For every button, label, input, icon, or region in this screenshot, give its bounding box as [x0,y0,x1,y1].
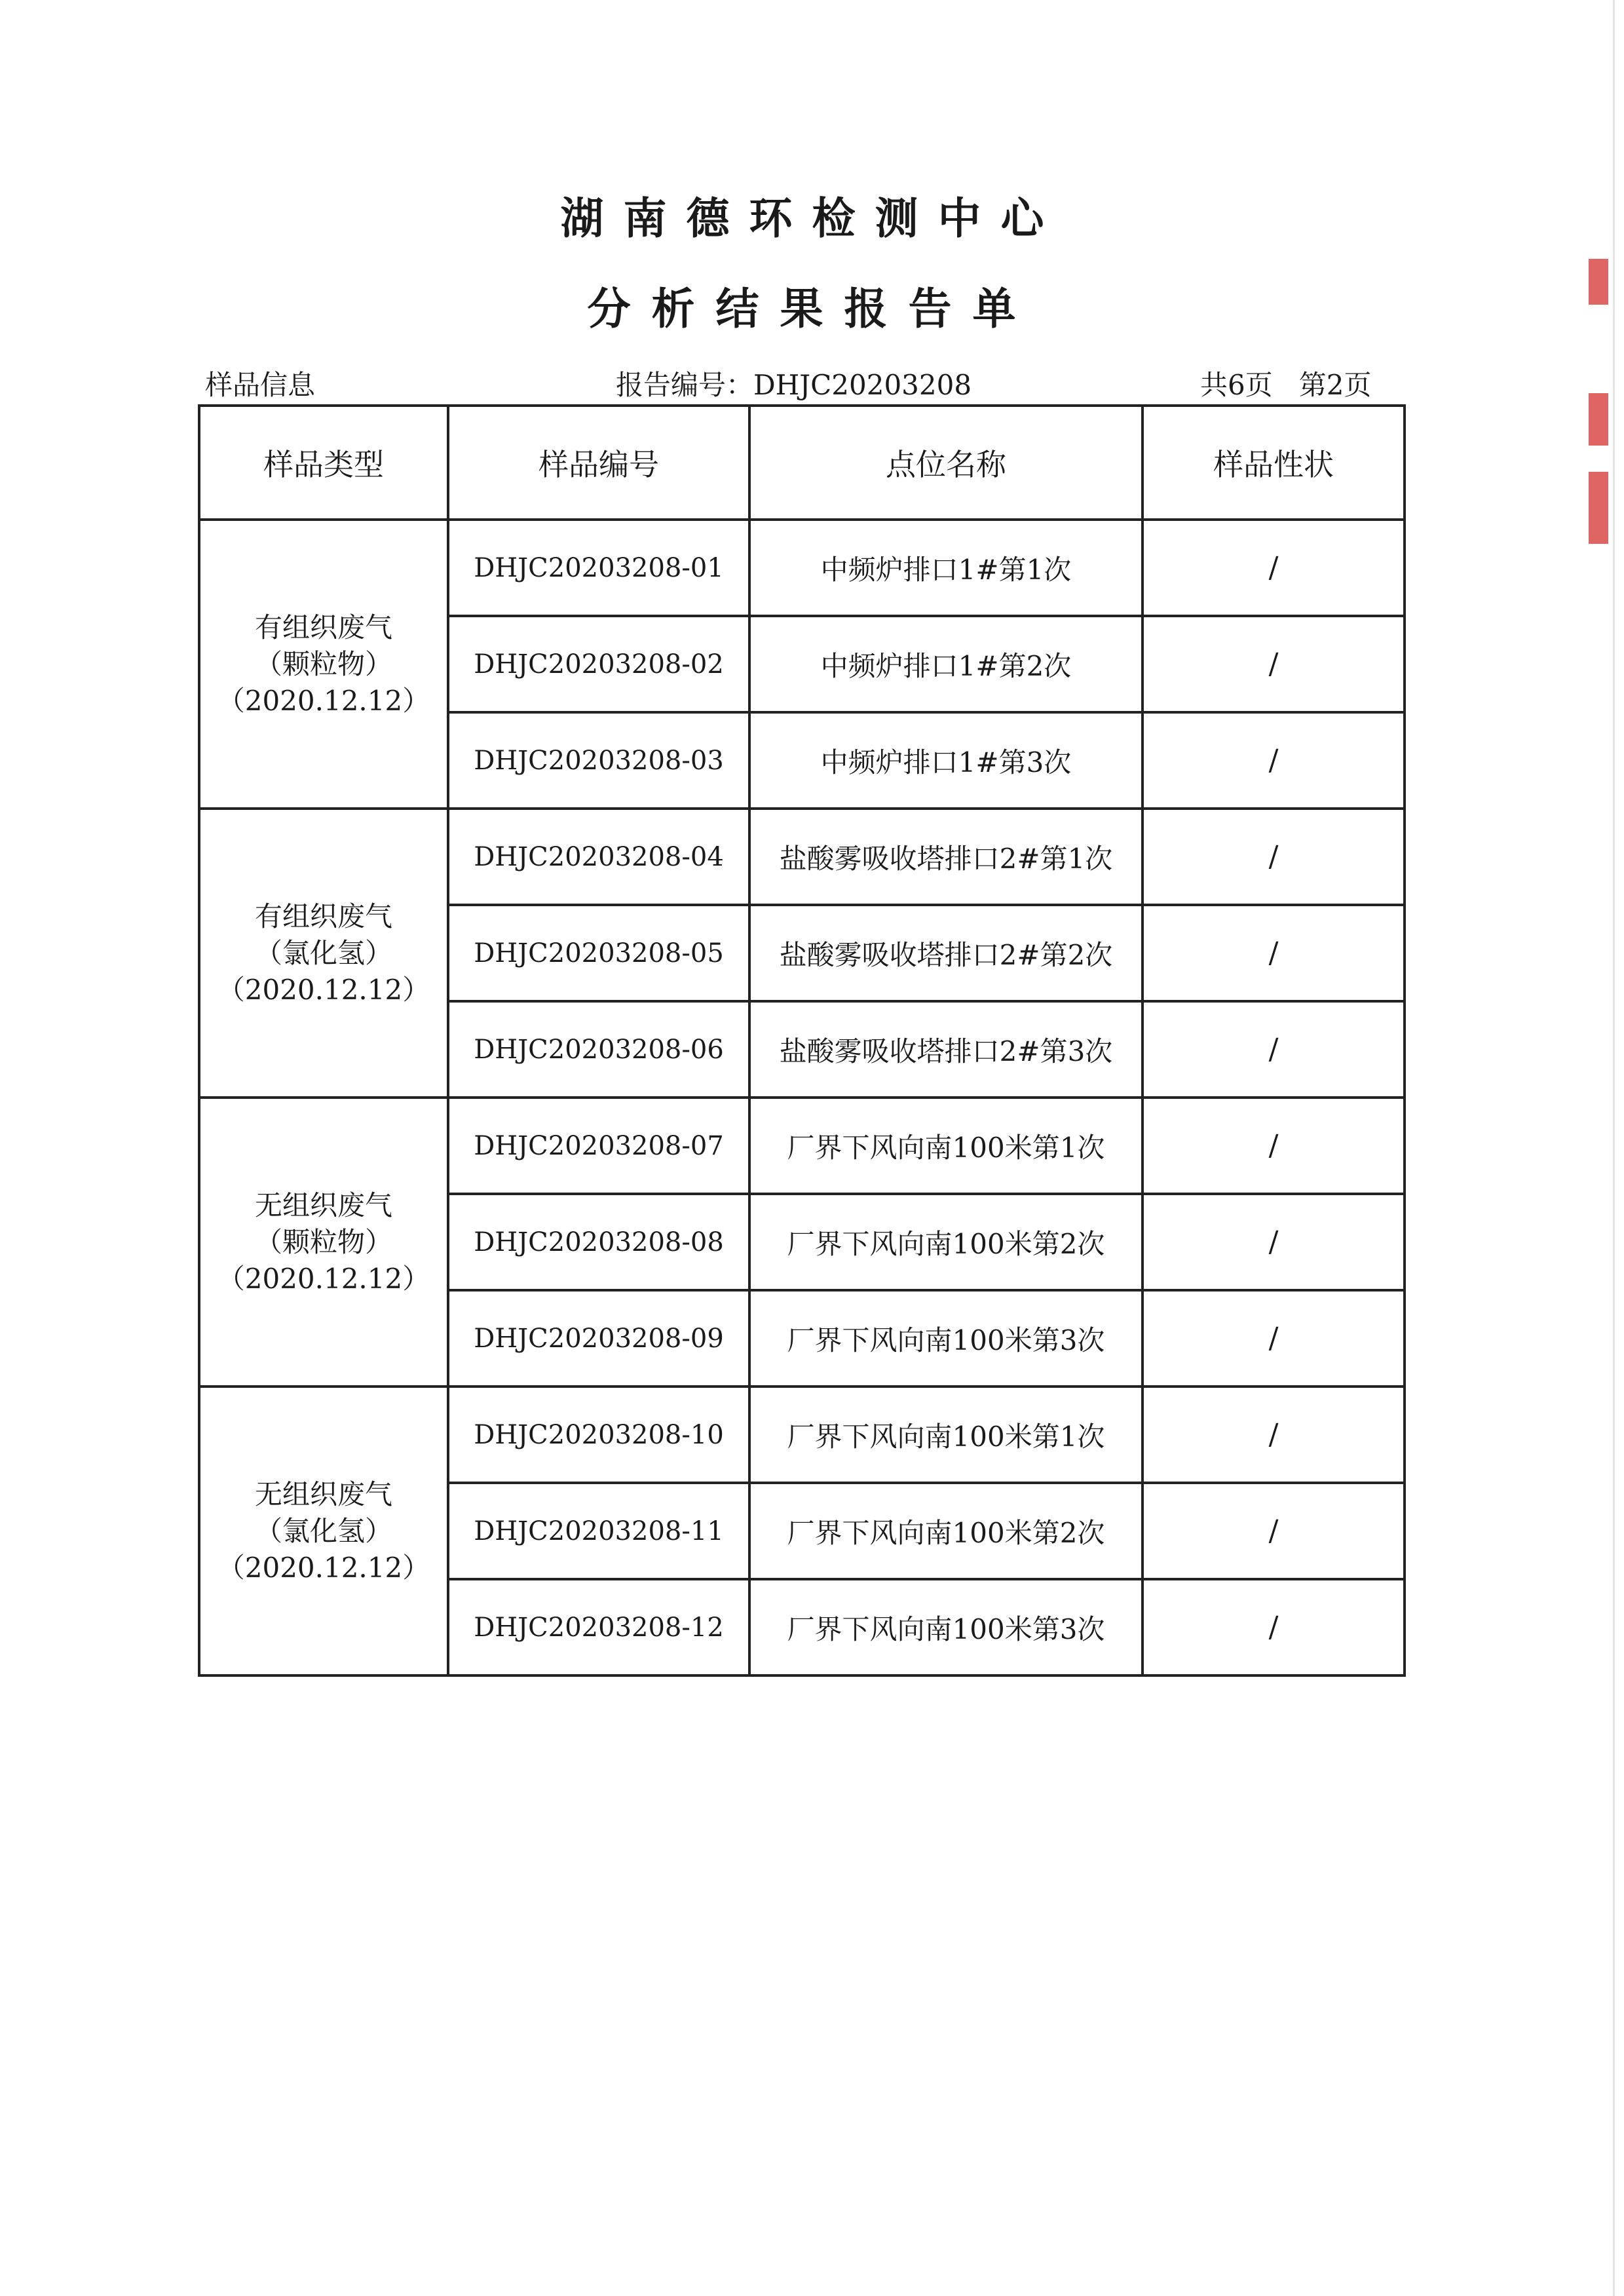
table-row [199,1098,1405,1194]
report-number: 报告编号：DHJC20203208 [616,369,972,401]
sample-type-line: （氯化氢） [254,936,392,969]
sample-type-line: （2020.12.12） [217,1262,430,1295]
sample-type-cell [199,809,448,1098]
table-row [199,1387,1405,1483]
sample-info-table [198,404,1406,1677]
sample-shape: / [1142,1579,1405,1675]
sample-id: DHJC20203208-10 [448,1387,749,1483]
column-header: 样品编号 [448,406,749,520]
sample-id: DHJC20203208-03 [448,712,749,809]
sample-id: DHJC20203208-02 [448,616,749,712]
sample-id: DHJC20203208-06 [448,1001,749,1098]
sample-type-line: 无组织废气 [254,1189,392,1221]
sample-shape: / [1142,1001,1405,1098]
sample-id: DHJC20203208-08 [448,1194,749,1290]
sample-type-line: 无组织废气 [254,1478,392,1510]
column-header: 样品性状 [1142,406,1405,520]
location-name: 中频炉排口1#第2次 [749,616,1142,712]
sample-id: DHJC20203208-01 [448,520,749,616]
location-name: 中频炉排口1#第1次 [749,520,1142,616]
table-row [199,520,1405,616]
sample-type-line: （2020.12.12） [217,973,430,1006]
sample-id: DHJC20203208-05 [448,905,749,1001]
sample-shape: / [1142,809,1405,905]
page-edge-line [1613,0,1615,2296]
sample-type-line: （2020.12.12） [217,1551,430,1584]
sample-id: DHJC20203208-12 [448,1579,749,1675]
sample-type-cell [199,1387,448,1675]
table-header-row [199,406,1405,520]
location-name: 盐酸雾吸收塔排口2#第2次 [749,905,1142,1001]
location-name: 盐酸雾吸收塔排口2#第1次 [749,809,1142,905]
sample-id: DHJC20203208-04 [448,809,749,905]
sample-shape: / [1142,1098,1405,1194]
sample-shape: / [1142,520,1405,616]
page-number: 第2页 [1298,369,1372,401]
location-name: 中频炉排口1#第3次 [749,712,1142,809]
seal-stamp-fragment [1589,472,1608,544]
sample-type-cell [199,520,448,809]
location-name: 厂界下风向南100米第3次 [749,1579,1142,1675]
sample-type-line: （颗粒物） [254,647,392,680]
table-row [199,809,1405,905]
location-name: 厂界下风向南100米第1次 [749,1098,1142,1194]
location-name: 厂界下风向南100米第2次 [749,1194,1142,1290]
seal-stamp-fragment [1589,393,1608,446]
document-subtitle: 分析结果报告单 [587,284,1037,334]
document-title: 湖南德环检测中心 [560,193,1064,244]
sample-id: DHJC20203208-07 [448,1098,749,1194]
sample-id: DHJC20203208-09 [448,1290,749,1387]
sample-shape: / [1142,1387,1405,1483]
sample-shape: / [1142,616,1405,712]
location-name: 盐酸雾吸收塔排口2#第3次 [749,1001,1142,1098]
sample-shape: / [1142,712,1405,809]
sample-id: DHJC20203208-11 [448,1483,749,1579]
sample-type-line: 有组织废气 [254,900,392,932]
sample-type-cell [199,1098,448,1387]
column-header: 点位名称 [749,406,1142,520]
sample-shape: / [1142,1290,1405,1387]
column-header: 样品类型 [199,406,448,520]
sample-type-line: 有组织废气 [254,611,392,643]
section-label: 样品信息 [205,369,316,401]
page-indicator [1200,366,1371,405]
sample-type-line: （氯化氢） [254,1514,392,1547]
location-name: 厂界下风向南100米第3次 [749,1290,1142,1387]
total-pages: 共6页 [1200,369,1273,401]
sample-type-line: （2020.12.12） [217,684,430,717]
location-name: 厂界下风向南100米第1次 [749,1387,1142,1483]
sample-shape: / [1142,1483,1405,1579]
sample-shape: / [1142,1194,1405,1290]
location-name: 厂界下风向南100米第2次 [749,1483,1142,1579]
sample-shape: / [1142,905,1405,1001]
sample-type-line: （颗粒物） [254,1225,392,1258]
